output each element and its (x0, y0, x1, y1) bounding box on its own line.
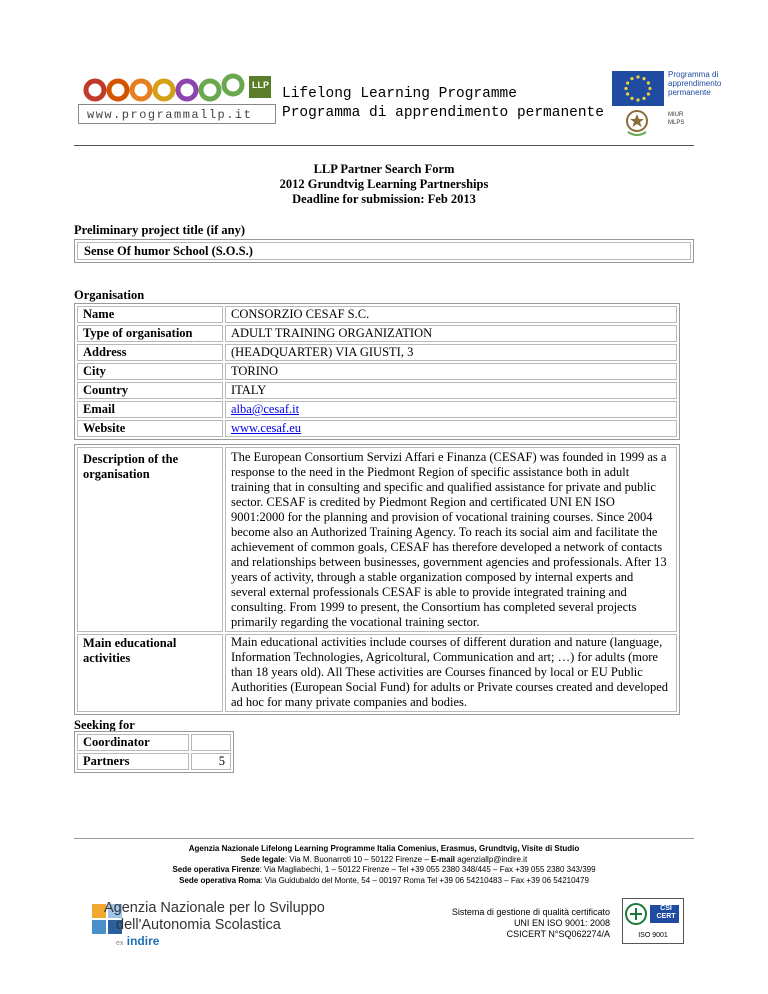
header-divider (74, 145, 694, 146)
org-row-name (77, 306, 677, 323)
org-label: Email (77, 401, 223, 418)
org-row-email (77, 401, 677, 418)
project-title-value[interactable]: Sense Of humor School (S.O.S.) (77, 242, 691, 260)
website-link[interactable]: www.cesaf.eu (231, 421, 301, 435)
footer-address-block (74, 844, 694, 886)
activities-text[interactable]: Main educational activities include courses of different duration and nature (language, Information Technologies, Agricoltural, Communication and art; …) for adults (more than 18 years old). All These activities are Courses financed by local or EU Public Authorities (European Social Fund) for adults or Private courses created and developed ad hoc for many private companies and bodies. (225, 634, 677, 712)
llp-badge: LLP (252, 80, 269, 90)
org-label: Country (77, 382, 223, 399)
quality-certification-text: Sistema di gestione di qualità certificato UNI EN ISO 9001: 2008 CSICERT N°SQ062274/A (451, 907, 610, 939)
seeking-section-label: Seeking for (74, 718, 135, 732)
activities-label: Main educational activities (77, 634, 223, 712)
org-value (225, 401, 677, 418)
eu-programme-label: Programma di apprendimento permanente (668, 70, 722, 97)
footer-legal-line: Sede legale: Via M. Buonarroti 10 – 50122 Firenze – E-mail agenziallp@indire.it (240, 854, 528, 864)
seeking-value[interactable] (191, 734, 231, 751)
email-link[interactable]: alba@cesaf.it (231, 402, 300, 416)
org-row-type (77, 325, 677, 342)
csi-cert-logo: CSI CERT ISO 9001 (622, 898, 684, 944)
org-value[interactable]: TORINO (225, 363, 677, 380)
seeking-label: Partners (77, 753, 189, 770)
org-row-city (77, 363, 677, 380)
project-title-box (74, 239, 694, 263)
programma-llp-logo (83, 73, 253, 101)
org-row-address (77, 344, 677, 361)
description-table (74, 444, 680, 715)
form-subtitle: 2012 Grundtvig Learning Partnerships (279, 177, 489, 191)
org-value[interactable]: ADULT TRAINING ORGANIZATION (225, 325, 677, 342)
org-value[interactable]: CONSORZIO CESAF S.C. (225, 306, 677, 323)
description-row (77, 447, 677, 632)
eu-flag-icon (612, 71, 664, 106)
org-label: City (77, 363, 223, 380)
iso-label: ISO 9001 (638, 932, 668, 939)
agency-logo-text: Agenzia Nazionale per lo Sviluppo dell'Autonomia Scolastica ex indire (104, 900, 325, 948)
org-row-country (77, 382, 677, 399)
organisation-section-label: Organisation (74, 288, 145, 302)
italian-republic-emblem-icon (623, 108, 651, 138)
org-label: Address (77, 344, 223, 361)
activities-row (77, 634, 677, 712)
org-label: Name (77, 306, 223, 323)
seeking-row-partners (77, 753, 231, 770)
form-title-block (74, 162, 694, 207)
description-text[interactable]: The European Consortium Servizi Affari e Finanza (CESAF) was founded in 1999 as a response to the need in the Piedmont Region of specific assistance both in adult training that in consulting and specific and qualified assistance for private and public sector. CESAF is credited by Piedmont Region and certificated UNI EN ISO 9001:2000 for the planning and provision of vocational training courses. Since 2004 become also an Authorized Training Agency. To reach its social aim and facilitate the achievement of common goals, CESAF has therefore developed a network of contacts and relationships between businesses, government agencies and professionals. After 13 years of activity, through a stable organization composed by internal experts and several external professionals CESAF is able to provide integrated training and consulting. From 1999 to present, the Consortium has completed several projects primarily regarding the vocational training sector. (225, 447, 677, 632)
seeking-table (74, 731, 234, 773)
form-title: LLP Partner Search Form (313, 162, 455, 176)
org-value (225, 420, 677, 437)
project-title-label: Preliminary project title (if any) (74, 223, 246, 237)
site-url[interactable]: www.programmallp.it (78, 104, 276, 124)
seeking-label: Coordinator (77, 734, 189, 751)
footer-agency-line: Agenzia Nazionale Lifelong Learning Programme Italia Comenius, Erasmus, Grundtvig, Visite di Studio (188, 844, 580, 853)
org-label: Type of organisation (77, 325, 223, 342)
footer-florence-line: Sede operativa Firenze: Via Magliabechi, 1 – 50122 Firenze – Tel +39 055 2380 348/445 – Fax +39 055 2380 343/399 (172, 865, 596, 874)
form-deadline: Deadline for submission: Feb 2013 (292, 192, 476, 206)
seeking-row-coordinator (77, 734, 231, 751)
org-label: Website (77, 420, 223, 437)
org-value[interactable]: (HEADQUARTER) VIA GIUSTI, 3 (225, 344, 677, 361)
organisation-table (74, 303, 680, 440)
org-row-website (77, 420, 677, 437)
description-label: Description of the organisation (77, 447, 223, 632)
footer-divider (74, 838, 694, 839)
org-value[interactable]: ITALY (225, 382, 677, 399)
ministry-label: MIUR MLPS (668, 112, 685, 126)
seeking-value[interactable]: 5 (191, 753, 231, 770)
footer-rome-line: Sede operativa Roma: Via Guidubaldo del Monte, 54 – 00197 Roma Tel +39 06 54210483 – Fax +39 06 54210479 (179, 875, 589, 885)
programme-subtitle: Programma di apprendimento permanente (282, 105, 604, 121)
programme-title: Lifelong Learning Programme (282, 86, 517, 102)
